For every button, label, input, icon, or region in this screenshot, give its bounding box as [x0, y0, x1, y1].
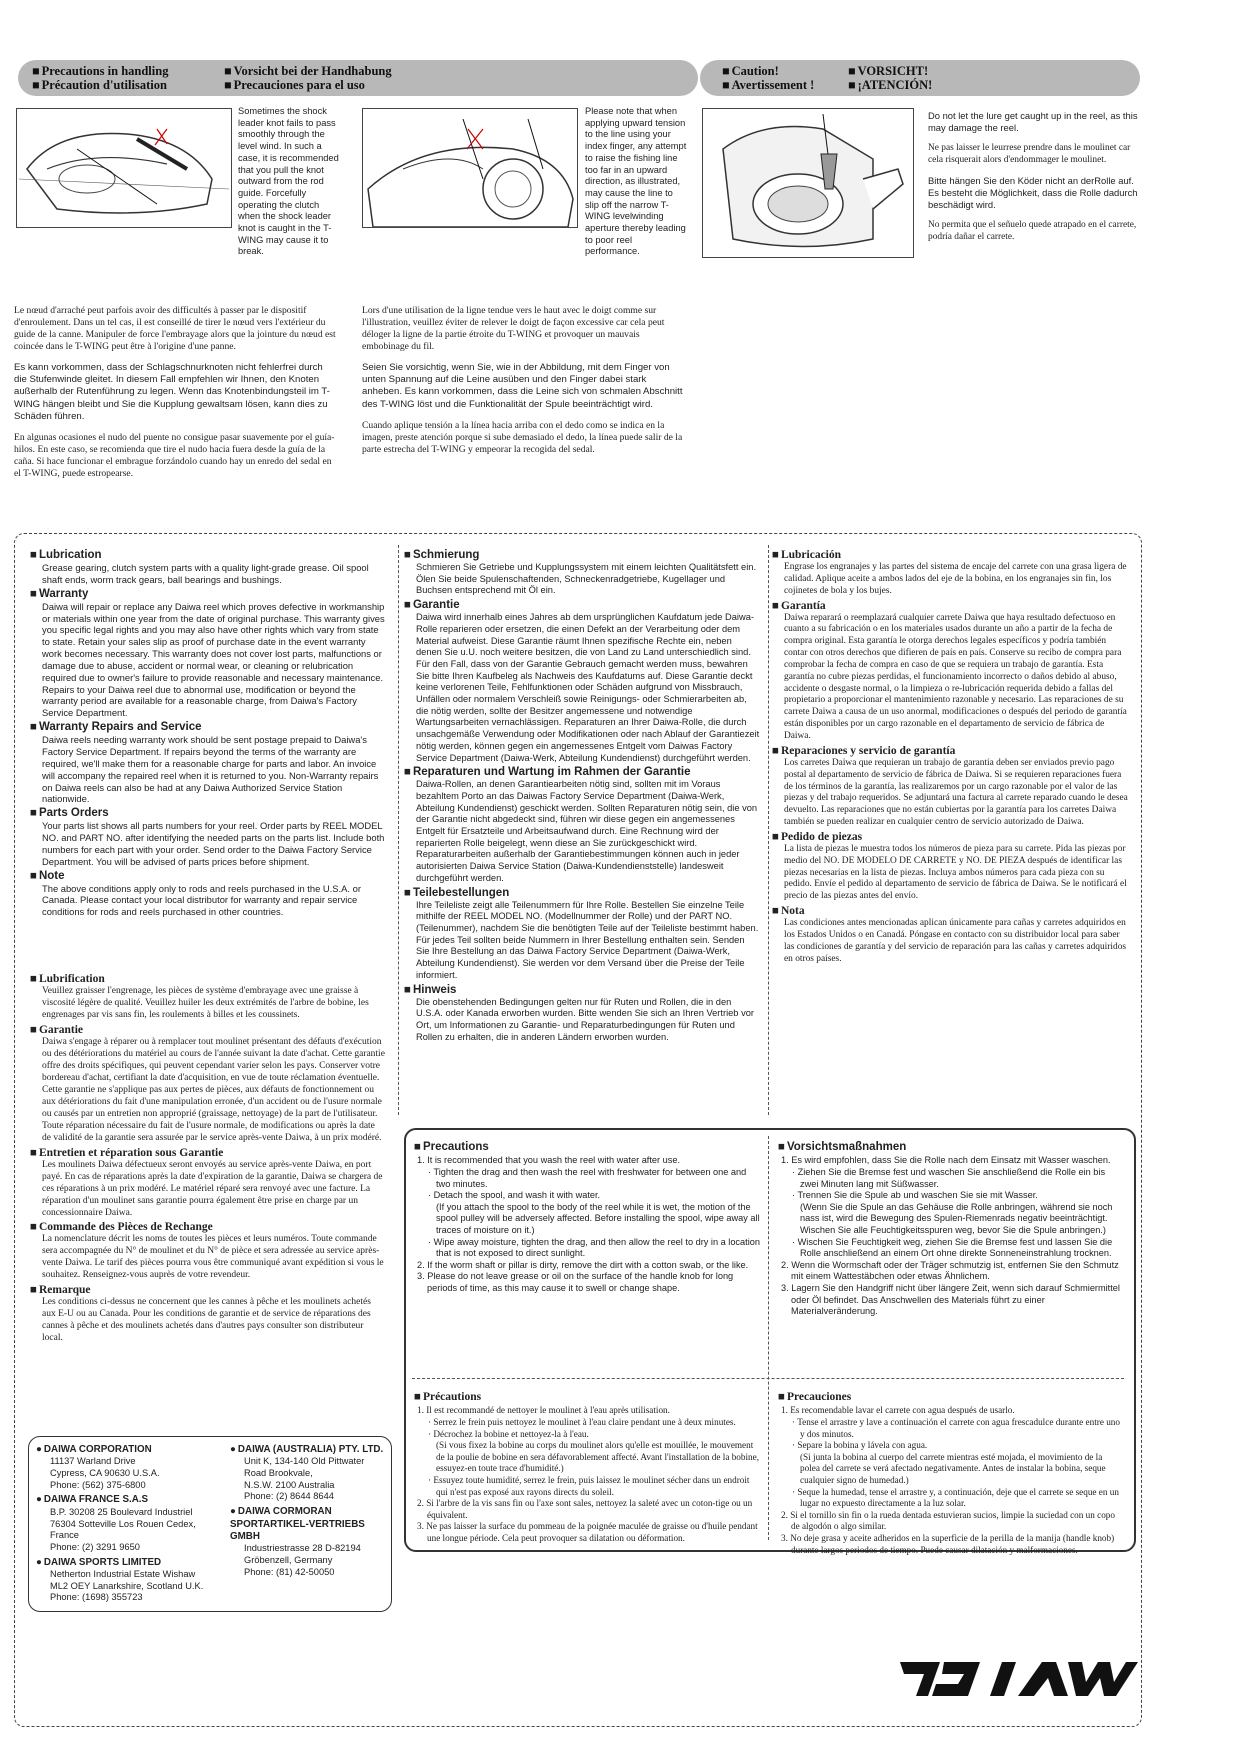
fr-entretien: ■ Entretien et réparation sous Garantie Les moulinets Daiwa défectueux seront envoyés au service après-vente Daiwa, en port payé. En cas de réparations après la date d'expiration de la garantie, Daiwa se chargera de ces réparations à un prix modéré. Le matériel réparé sera renvoyé avec une facture. La réparation d'un moulinet sans garantie pourra également être prise en charge par un concessionnaire Daiwa. — [30, 1146, 386, 1220]
lure-in-reel-illustration — [703, 109, 913, 257]
precautions-fr: ■ Précautions 1. Il est recommandé de nettoyer le moulinet à l'eau après utilisation. · Serrez le frein puis nettoyez le moulinet à l'eau claire pendant une à deux minutes. · Décrochez la bobine et nettoyez-la à l'eau. (Si vous fixez la bobine au corps du moulinet alors qu'elle est mouillée, le mouvement de la poulie de bobine en sera défavorablement affecté. Avant l'installation de la bobine, essuyez-en toute trace d'humidité.) · Essuyez toute humidité, serrez le frein, puis laissez le moulinet sécher dans un endroit qui n'est pas exposé aux rayons directs du soleil. 2. Si l'arbre de la vis sans fin ou l'axe sont sales, nettoyez la saleté avec un coton-tige ou un équivalent. 3. Ne pas laisser la surface du pommeau de la poignée maculée de graisse ou d'huile pendant une longue période. Cela peut provoquer sa dilatation ou déformation. — [414, 1390, 760, 1545]
de-teilebestellungen: ■ Teilebestellungen Ihre Teileliste zeigt alle Teilenummern für Ihre Rolle. Bestellen Sie einzelne Teile mithilfe der REEL MODEL NO. (Modellnummer der Rolle) und der PART NO. (Teilenummer), nachdem Sie die benötigten Teile auf der Teileliste bestimmt haben. Für jedes Teil sollten beide Nummern in Ihrer Bestellung enthalten sein. Senden Sie Ihre Bestellung an das Daiwa Factory Service Department (Daiwa-Werk, Abteilung Kundendienst). Sie werden vor dem Versand über die Preise der Teile informiert. — [404, 886, 760, 982]
header-es: ■ Precauciones para el uso — [224, 78, 365, 92]
de-hinweis: ■ Hinweis Die obenstehenden Bedingungen gelten nur für Ruten und Rollen, die in den U.S.A. oder Kanada erworben wurden. Bitte wenden Sie sich an Ihren Vertrieb vor Ort, um Informationen zu Garantie- und Reparaturbedingungen für Ruten und Rollen zu erhalten, die in anderen Ländern erworben wurden. — [404, 983, 760, 1044]
header-fr: ■ Précaution d'utilisation — [32, 78, 167, 92]
knot-es: En algunas ocasiones el nudo del puente no consigue pasar suavemente por el guía-hilos. En este caso, se recomienda que tire el nudo hacia fuera desde la guía de la caña. Si hace funcionar el embrague forzándolo cuando hay un enredo del sedal en el T-WING, puede estropearse. — [14, 431, 335, 479]
de-garantie: ■ Garantie Daiwa wird innerhalb eines Jahres ab dem ursprünglichen Kaufdatum jede Daiwa-Rolle reparieren oder ersetzen, die einen Defekt an der Verarbeitung oder dem Material aufweist. Diese Garantie räumt Ihnen spezifische Rechte ein, neben denen Sie u.U. noch weitere besitzen, die von Land zu Land unterschiedlich sind. Für den Fall, dass von der Garantie Gebrauch gemacht werden muss, bewahren Sie bitte Ihren Kaufbeleg als Nachweis des Kaufdatums auf. Diese Garantie deckt keine verlorenen Teile, Fehlfunktionen oder Schäden aufgrund von Missbrauch, Unfällen oder normalem Verschleiß sowie Reinigungs- oder Schmierarbeiten ab, die nötig werden, sollte der Besitzer angemessene und notwendige Wartungsarbeiten vernachlässigen. Reparaturen an Ihrer Daiwa-Rolle, die durch unsachgemäße Verwendung oder Modifikationen oder nach Ablauf der Garantiezeit nötig werden, können gegen ein angemessenes Entgelt vom Daiwas Factory Service Department (Daiwa-Werk, Abteilung Kundendienst) durchgeführt werden. — [404, 598, 760, 764]
column-german — [404, 548, 760, 1044]
column-english — [30, 548, 386, 919]
finger-translations — [362, 305, 688, 465]
fr-commande: ■ Commande des Pièces de Rechange La nomenclature décrit les noms de toutes les pièces et leurs numéros. Toute commande sera accompagnée du N° de moulinet et du N° de pièce et sera adressée au service après-vente Daiwa. Le tarif des pièces pourra vous être communiqué avant expédition si vous le souhaitez. Renseignez-vous auprès de votre revendeur. — [30, 1220, 386, 1282]
addresses-right: ● DAIWA (AUSTRALIA) PTY. LTD. Unit K, 134-140 Old Pittwater Road Brookvale, N.S.W. 2100 Australia Phone: (2) 8644 8644 ● DAIWA CORMORAN SPORTARTIKEL-VERTRIEBS GMBH Industriestrasse 28 D-82194 Gröbenzell, Germany Phone: (81) 42-50050 — [230, 1444, 388, 1581]
precautions-en: ■ Precautions 1. It is recommended that you wash the reel with water after use. · Tighten the drag and then wash the reel with freshwater for between one and two minutes. · Detach the spool, and wash it with water. (If you attach the spool to the body of the reel while it is wet, the motion of the spool pulley will be adversely affected. Before installing the spool, wipe away all traces of moisture on it.) · Wipe away moisture, tighten the drag, and then allow the reel to dry in a location that is not exposed to direct sunlight. 2. If the worm shaft or pillar is dirty, remove the dirt with a cotton swab, or the like. 3. Please do not leave grease or oil on the surface of the handle knob for long periods of time, as this may cause it to swell or change shape. — [414, 1140, 760, 1295]
precautions-de: ■ Vorsichtsmaßnahmen 1. Es wird empfohlen, dass Sie die Rolle nach dem Einsatz mit Wasser waschen. · Ziehen Sie die Bremse fest und waschen Sie anschließend die Rolle ein bis zwei Minuten lang mit Süßwasser. · Trennen Sie die Spule ab und waschen Sie sie mit Wasser. (Wenn Sie die Spule an das Gehäuse die Rolle anbringen, während sie noch nass ist, wird die Bewegung des Spulen-Riemenrads negativ beeinträchtigt. Wischen Sie alle Feuchtigkeitsspuren weg, bevor Sie die Spule anbringen.) · Wischen Sie Feuchtigkeit weg, ziehen Sie die Bremse fest und lassen Sie die Rolle anschließend an einem Ort ohne direkte Sonneneinstrahlung trocknen. 2. Wenn die Wormschaft oder der Träger schmutzig ist, entfernen Sie den Schmutz mit einem Wattestäbchen oder etwas Ähnlichem. 3. Lagern Sie den Handgriff nicht über längere Zeit, wenn sich darauf Schmiermittel oder Öl befindet. Das Anschwellen des Materials führt zu einer Materialveränderung. — [778, 1140, 1124, 1318]
address-daiwa-australia: ● DAIWA (AUSTRALIA) PTY. LTD. — [230, 1444, 388, 1456]
caution-en: ■ Caution! — [722, 64, 779, 78]
knot-de: Es kann vorkommen, dass der Schlagschnurknoten nicht fehlerfrei durch die Stufenwinde gleitet. In diesem Fall empfehlen wir Ihnen, den Knoten außerhalb der Rutenführung zu legen. Wenn das Knotenbindungsteil im T-WING hängen bleibt und Sie die Kupplung gewaltsam lösen, kann dies zu Schäden führen. — [14, 362, 330, 422]
precautions-fr-title: ■ Précautions — [414, 1390, 760, 1404]
figure-lure-caution — [702, 108, 914, 258]
daiwa-logo-mark — [898, 1654, 1140, 1704]
en-lubrication: ■ Lubrication Grease gearing, clutch system parts with a quality light-grade grease. Oil spool shaft ends, worm track gears, ball bearings and bushings. — [30, 548, 386, 586]
fr-garantie: ■ Garantie Daiwa s'engage à réparer ou à remplacer tout moulinet présentant des défauts d'exécution ou des détériorations du matériel au cours de l'année suivant la date d'achat. Cette garantie offre des droits spécifiques, qui peuvent cependant varier selon les pays. Conserver votre bordereau d'achat, certifiant la date d'acquisition, en vue de toute réclamation éventuelle. Cette garantie ne s'applique pas aux pertes de pièces, aux défauts de fonctionnement ou aux détériorations du fait d'une manipulation erronée, d'un accident ou de l'usure normale ou causés par un entretien non approprié (graissage, nettoyage) de la part de l'utilisateur. Toute réparation nécessaire du fait de l'usure normale, de modifications ou après la date de validité de la garantie sera assurée par le service après-vente Daiwa, à un prix modéré. — [30, 1023, 386, 1145]
header-bar-handling — [18, 60, 698, 96]
column-french — [30, 972, 386, 1346]
precautions-vertical-divider — [768, 1136, 769, 1540]
header-de: ■ Vorsicht bei der Handhabung — [224, 64, 392, 78]
es-nota: ■ Nota Las condiciones antes mencionadas aplican únicamente para cañas y carretes adquiridos en los Estados Unidos o en Canadá. Póngase en contacto con su distribuidor local para saber las condiciones de garantía y del servicio de reparación para las cañas y carretes adquiridos en otros países. — [772, 904, 1128, 965]
precautions-en-title: ■ Precautions — [414, 1140, 760, 1154]
caution-text-block — [928, 110, 1138, 253]
address-daiwa-france: ● DAIWA FRANCE S.A.S — [36, 1494, 226, 1506]
address-daiwa-sports: ● DAIWA SPORTS LIMITED — [36, 1557, 226, 1569]
caution-es-text: No permita que el señuelo quede atrapado en el carrete, podría dañar el carrete. — [928, 219, 1137, 242]
finger-on-line-illustration — [363, 109, 577, 227]
en-warranty: ■ Warranty Daiwa will repair or replace any Daiwa reel which proves defective in workmanship or materials within one year from the date of original purchase. This warranty gives you specific legal rights and you may also have other rights which vary from state to state. Retain your sales slip as proof of purchase date in the event warranty work becomes necessary. This warranty does not cover lost parts, malfunctions or damage due to abuse, accident or normal wear, or cleaning or relubrication required due to owner's failure to provide reasonable and necessary maintenance. Repairs to your Daiwa reel due to abnormal use, modification or beyond the warranty period are available for a reasonable charge, from Daiwa's Factory Service Department. — [30, 587, 386, 719]
finger-es: Cuando aplique tensión a la línea hacia arriba con el dedo como se indica en la imagen, preste atención porque si sube demasiado el dedo, la línea puede salir de la parte estrecha del T-WING y empeorar la recogida del sedal. — [362, 419, 683, 455]
en-warranty-repairs: ■ Warranty Repairs and Service Daiwa reels needing warranty work should be sent postage prepaid to Daiwa's Factory Service Department. If repairs beyond the terms of the warranty are required, we'll make them for a reasonable charge for parts and labor. An invoice will accompany the repaired reel when it is returned to you. Non-Warranty repairs on Daiwa reels can also be had at any Daiwa Authorized Service Station nationwide. — [30, 720, 386, 805]
precautions-de-title: ■ Vorsichtsmaßnahmen — [778, 1140, 1124, 1154]
knot-translations — [14, 305, 336, 489]
precautions-es: ■ Precauciones 1. Es recomendable lavar el carrete con agua después de usarlo. · Tense el arrastre y lave a continuación el carrete con agua frescadulce durante entre uno y dos minutos. · Separe la bobina y lávela con agua. (Si junta la bobina al cuerpo del carrete mientras esté mojada, el movimiento de la polea del carrete se verá afectado negativamente. Antes de instalar la bobina, seque cualquier signo de humedad.) · Seque la humedad, tense el arrastre y, a continuación, deje que el carrete se seque en un lugar no expuesto directamente a la luz solar. 2. Si el tornillo sin fin o la rueda dentada estuvieran sucios, limpie la suciedad con un copo de algodón o algo similar. 3. No deje grasa y aceite adheridos en la superficie de la perilla de la manija (handle knob) durante largos periodos de tiempo. Puede causar dilatación y malformaciones. — [778, 1390, 1124, 1556]
fr-remarque: ■ Remarque Les conditions ci-dessus ne concernent que les cannes à pêche et les moulinets achetés aux E-U ou au Canada. Pour les conditions de garantie et de service de réparations des cannes à pêche et des moulinets achetés dans d'autres pays consulter son distributeur local. — [30, 1283, 386, 1345]
caution-es: ■ ¡ATENCIÓN! — [848, 78, 932, 92]
column-spanish — [772, 548, 1128, 966]
en-note: ■ Note The above conditions apply only to rods and reels purchased in the U.S.A. or Canada. Please contact your local distributor for warranty and repair service conditions for rods and reels purchased in other countries. — [30, 869, 386, 919]
caution-en-text: Do not let the lure get caught up in the reel, as this may damage the reel. — [928, 110, 1138, 133]
es-reparaciones: ■ Reparaciones y servicio de garantía Los carretes Daiwa que requieran un trabajo de garantía deben ser enviados previo pago postal al departamento de servicio de fábrica de Daiwa. Si se requieren reparaciones fuera de los términos de la garantía, las realizaremos por un cargo razonable por el valor de las piezas y del trabajo requeridos. Se adjuntará una factura al carrete reparado cuando le desea devuelto. Las reparaciones que no están cubiertas por la garantía para los carretes Daiwa también se pueden realizar en cualquier centro de servicio autorizado de Daiwa. — [772, 744, 1128, 829]
header-en: ■ Precautions in handling — [32, 64, 168, 78]
precautions-es-title: ■ Precauciones — [778, 1390, 1124, 1404]
address-daiwa-corporation: ● DAIWA CORPORATION — [36, 1444, 226, 1456]
figure-finger-tension — [362, 108, 578, 228]
fig1-caption: Sometimes the shock leader knot fails to pass smoothly through the level wind. In such a case, it is recommended that you pull the knot outward from the rod guide. Forcefully operating the clutch when the shock leader knot is caught in the T-WING may cause it to break. — [238, 106, 339, 257]
fr-lubrification: ■ Lubrification Veuillez graisser l'engrenage, les pièces de système d'embrayage avec une graisse à viscosité légère de qualité. Veuillez huiler les deux extrémités de l'arbre de bobine, les engrenages par vis sans fin, les roulements à billes et les coussinets. — [30, 972, 386, 1022]
caution-de-text: Bitte hängen Sie den Köder nicht an derRolle auf. Es besteht die Möglichkeit, dass die Rolle dadurch beschädigt wird. — [928, 175, 1138, 211]
caution-de: ■ VORSICHT! — [848, 64, 928, 78]
en-parts-orders: ■ Parts Orders Your parts list shows all parts numbers for your reel. Order parts by REEL MODEL NO. and PART NO. after identifying the needed parts on the parts list. Include both numbers for each part with your order. Send order to the Daiwa Factory Service Department. You will be advised of parts prices before shipment. — [30, 806, 386, 867]
header-bar-caution — [700, 60, 1140, 96]
figure-shock-leader-knot — [16, 108, 232, 228]
address-daiwa-cormoran: ● DAIWA CORMORAN SPORTARTIKEL-VERTRIEBS GMBH — [230, 1506, 388, 1543]
es-lubricacion: ■ Lubricación Engrase los engranajes y las partes del sistema de encaje del carrete con una grasa ligera de calidad. Aplique aceite a ambos lados del eje de la bobina, en los engranajes sin fin, los cojinetes de bola y los bujes. — [772, 548, 1128, 598]
caution-fr: ■ Avertissement ! — [722, 78, 814, 92]
finger-fr: Lors d'une utilisation de la ligne tendue vers le haut avec le doigt comme sur l'illustration, veuillez éviter de relever le doigt de façon excessive car cela peut déloger la ligne de la partie étroite du T-WING et provoquer un mauvais embobinage du fil. — [362, 305, 665, 353]
precautions-horizontal-divider — [412, 1378, 1124, 1379]
caution-fr-text: Ne pas laisser le leurrese prendre dans le moulinet car cela risquerait alors d'endommager le moulinet. — [928, 142, 1131, 165]
knot-fr: Le nœud d'arraché peut parfois avoir des difficultés à passer par le dispositif d'enroulement. Dans un tel cas, il est conseillé de tirer le nœud vers l'extérieur du guide de la canne. Manipuler de force l'embrayage alors que la jointure du nœud est coincée dans le T-WING peut être à l'origine d'une panne. — [14, 305, 336, 353]
finger-de: Seien Sie vorsichtig, wenn Sie, wie in der Abbildung, mit dem Finger von unten Spannung auf die Leine ausüben und den Finger dabei stark anheben. Es kann vorkommen, dass die Leine sich von schmalen Abschnitt des T-WING löst und die Funktionalität der Spule beeinträchtigt wird. — [362, 362, 683, 410]
de-schmierung: ■ Schmierung Schmieren Sie Getriebe und Kupplungssystem mit einem leichten Qualitätsfett ein. Ölen Sie beide Spulenschaftenden, Schneckenradgetriebe, Kugellager und Buchsen entsprechend mit Öl ein. — [404, 548, 760, 597]
reel-levelwind-illustration — [17, 109, 231, 227]
de-reparaturen: ■ Reparaturen und Wartung im Rahmen der Garantie Daiwa-Rollen, an denen Garantiearbeiten nötig sind, sollten mit im Voraus bezahltem Porto an das Daiwas Factory Service Department (Daiwa-Werk, Abteilung Kundendienst) geschickt werden. Sollten Reparaturen nötig sein, die von der Garantie nicht abgedeckt sind, führen wir diese gegen ein angemessenes Entgelt für Ersatzteile und Arbeitsaufwand durch. Eine Rechnung wird der reparierten Rolle beigelegt, wenn diese an Sie zurückgeschickt wird. Reparaturarbeiten außerhalb der Garantiebestimmungen können auch in jeder autorisierten Daiwa Service Station (Daiwa-Kundendienststelle) landesweit durchgeführt werden. — [404, 765, 760, 884]
es-pedido-piezas: ■ Pedido de piezas La lista de piezas le muestra todos los números de pieza para su carrete. Pida las piezas por medio del NO. DE MODELO DE CARRETE y NO. DE PIEZA después de identificar las piezas necesarias en la lista de piezas. Incluya ambos números para cada pieza con su pedido. Envíe el pedido al departamento de servicio de fábrica de Daiwa. Se le notificará el precio de las piezas antes del envío. — [772, 830, 1128, 903]
daiwa-logo — [898, 1654, 1140, 1704]
addresses-left: ● DAIWA CORPORATION 11137 Warland Drive Cypress, CA 90630 U.S.A. Phone: (562) 375-6800 ● DAIWA FRANCE S.A.S B.P. 30208 25 Boulevard Industriel 76304 Sotteville Los Rouen Cedex, France Phone: (2) 3291 9650 ● DAIWA SPORTS LIMITED Netherton Industrial Estate Wishaw ML2 OEY Lanarkshire, Scotland U.K. Phone: (1698) 355723 — [36, 1444, 226, 1607]
column-divider-1 — [398, 545, 399, 1115]
es-garantia: ■ Garantía Daiwa reparará o reemplazará cualquier carrete Daiwa que haya resultado defectuoso en cuanto a su fabricación o en los materiales usados durante un año a partir de la fecha de compra original. Esta garantía le otorga derechos legales específicos y podría también contar con otros derechos que difieren de país en país. Conserve su recibo de compra para comprobar la fecha de compra en caso de que se requiera un trabajo de garantía. Esta garantía no cubre piezas perdidas, el funcionamiento incorrecto o daños debido al abuso, accidente o desgaste normal, o la limpieza o re-lubricación requerida debido a fallas del propietario a proporcionar el mantenimiento razonable y necesario. Las reparaciones de su carrete Daiwa a causa de un uso anormal, modificaciones o después del periodo de garantía están disponibles por un cargo razonable en el departamento de servicio de fábrica de Daiwa. — [772, 599, 1128, 743]
fig2-caption: Please note that when applying upward tension to the line using your index finger, any attempt to raise the fishing line too far in an upward direction, as illustrated, may cause the line to slip off the narrow T-WING levelwinding aperture thereby leading to poor reel performance. — [585, 106, 687, 257]
column-divider-2 — [768, 545, 769, 1115]
